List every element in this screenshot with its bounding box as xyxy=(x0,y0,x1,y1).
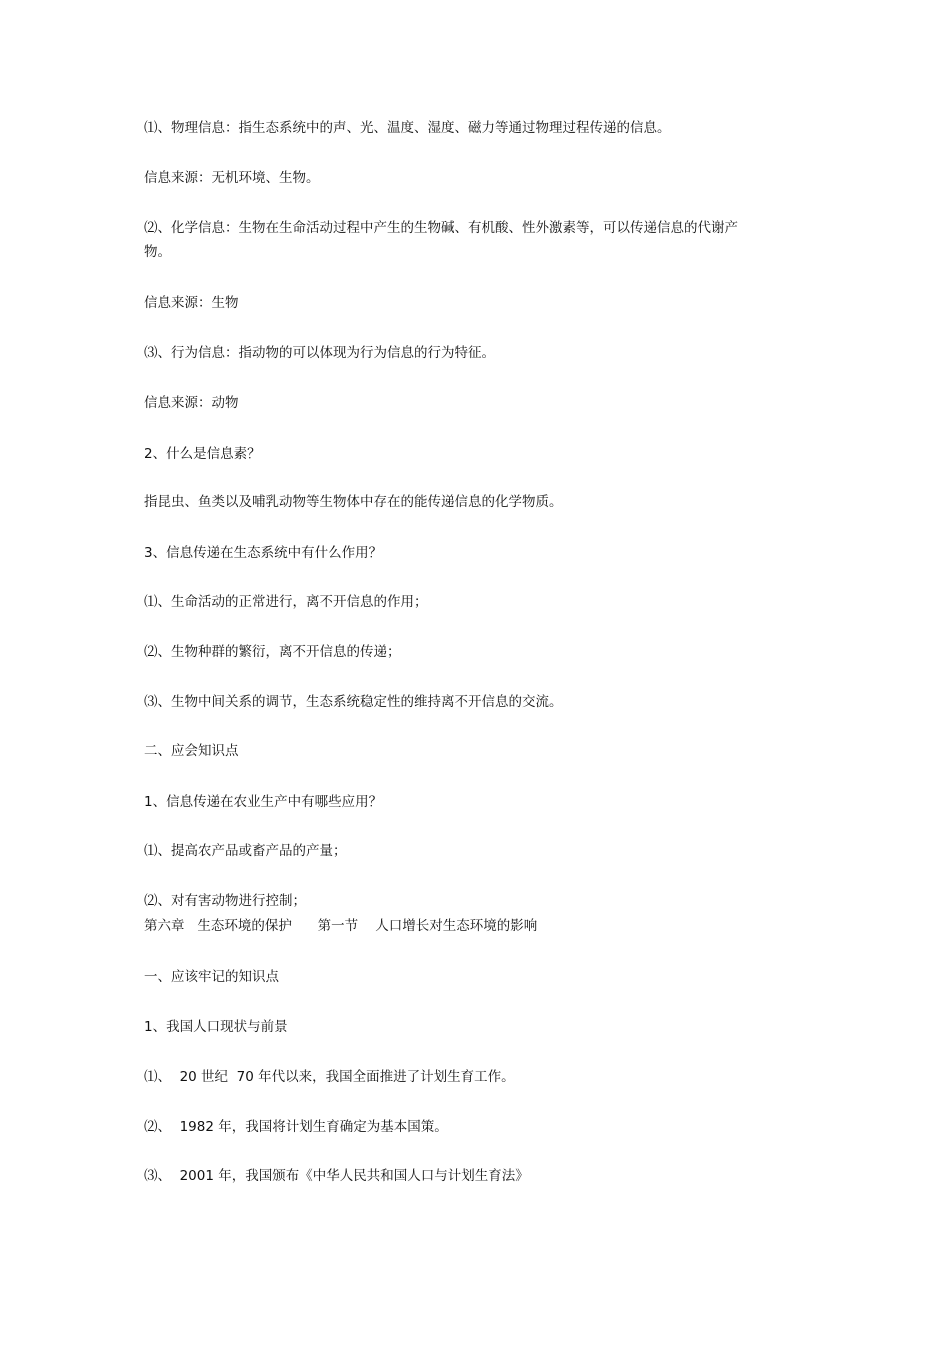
text-line: 信息来源：生物 xyxy=(144,295,239,311)
section-heading: 一、应该牢记的知识点 xyxy=(144,969,279,985)
text-line: ⑵、 1982 年，我国将计划生育确定为基本国策。 xyxy=(144,1119,448,1135)
text-line: ⑵、生物种群的繁衍，离不开信息的传递； xyxy=(144,644,401,660)
question-heading: 1、信息传递在农业生产中有哪些应用？ xyxy=(144,794,383,810)
text-paragraph: ⑵、化学信息：生物在生命活动过程中产生的生物碱、有机酸、性外激素等，可以传递信息的代谢产物。 xyxy=(144,220,738,260)
text-line: ⑴、生命活动的正常进行，离不开信息的作用； xyxy=(144,594,428,610)
text-line: ⑴、提高农产品或畜产品的产量； xyxy=(144,843,347,859)
chapter-heading: 第六章 生态环境的保护 第一节 人口增长对生态环境的影响 xyxy=(144,918,538,934)
text-line: ⑶、 2001 年，我国颁布《中华人民共和国人口与计划生育法》 xyxy=(144,1168,529,1184)
text-line: ⑵、对有害动物进行控制； xyxy=(144,893,306,909)
text-line: 信息来源：动物 xyxy=(144,395,239,411)
text-line: 信息来源：无机环境、生物。 xyxy=(144,170,320,186)
question-heading: 1、我国人口现状与前景 xyxy=(144,1019,288,1035)
question-heading: 3、信息传递在生态系统中有什么作用？ xyxy=(144,545,383,561)
question-heading: 2、什么是信息素？ xyxy=(144,446,261,462)
text-line: ⑴、物理信息：指生态系统中的声、光、温度、湿度、磁力等通过物理过程传递的信息。 xyxy=(144,120,671,136)
section-heading: 二、应会知识点 xyxy=(144,743,239,759)
text-line: ⑶、行为信息：指动物的可以体现为行为信息的行为特征。 xyxy=(144,345,495,361)
text-line: 指昆虫、鱼类以及哺乳动物等生物体中存在的能传递信息的化学物质。 xyxy=(144,494,563,510)
text-line: ⑶、生物中间关系的调节，生态系统稳定性的维持离不开信息的交流。 xyxy=(144,694,563,710)
text-line: ⑴、 20 世纪 70 年代以来，我国全面推进了计划生育工作。 xyxy=(144,1069,515,1085)
